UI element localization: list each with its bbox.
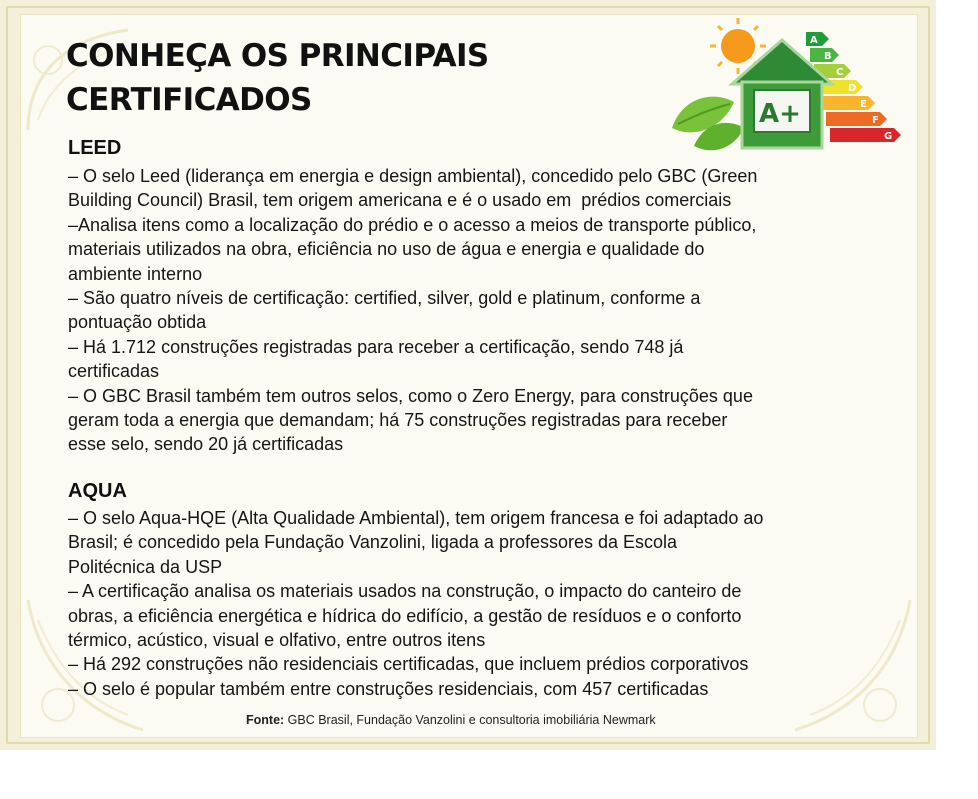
- aqua-line: obras, a eficiência energética e hídrica do edifício, a gestão de resíduos e o conforto: [68, 605, 742, 626]
- aqua-line: – A certificação analisa os materiais usados na construção, o impacto do canteiro de: [68, 581, 742, 602]
- grade-g: G: [884, 131, 893, 142]
- leed-line: – Há 1.712 construções registradas para receber a certificação, sendo 748 já: [68, 336, 684, 357]
- aqua-body: [68, 506, 868, 701]
- source-label: Fonte:: [246, 713, 285, 727]
- source-credit: [246, 713, 656, 727]
- leed-line: – O selo Leed (liderança em energia e design ambiental), concedido pelo GBC (Green: [68, 166, 758, 186]
- energy-efficiency-badge-icon: [664, 10, 910, 160]
- leed-line: – O GBC Brasil também tem outros selos, como o Zero Energy, para construções que: [68, 385, 753, 406]
- leed-line: Building Council) Brasil, tem origem americana e é o usado em prédios comerciais: [68, 190, 732, 211]
- grade-f: F: [872, 115, 879, 126]
- leed-line: esse selo, sendo 20 já certificadas: [68, 434, 344, 455]
- page-title: [66, 34, 489, 122]
- leaf-icon: [672, 97, 744, 151]
- leed-body: [68, 164, 868, 457]
- grade-e: E: [860, 99, 867, 110]
- leed-line: pontuação obtida: [68, 312, 207, 333]
- title-line-1: CONHEÇA OS PRINCIPAIS: [66, 38, 489, 74]
- grade-b: B: [824, 51, 832, 62]
- grade-a: A: [810, 35, 818, 46]
- grade-c: C: [836, 67, 844, 78]
- leed-line: geram toda a energia que demandam; há 75 construções registradas para receber: [68, 410, 728, 431]
- leed-heading: LEED: [68, 137, 122, 159]
- source-text: GBC Brasil, Fundação Vanzolini e consultoria imobiliária Newmark: [284, 713, 656, 727]
- leed-line: materiais utilizados na obra, eficiência no uso de água e energia e qualidade do: [68, 239, 705, 260]
- leed-line: – São quatro níveis de certificação: certified, silver, gold e platinum, conforme a: [68, 288, 701, 309]
- aqua-line: – Há 292 construções não residenciais certificadas, que incluem prédios corporativos: [68, 654, 749, 675]
- leed-line: –Analisa itens como a localização do prédio e o acesso a meios de transporte público,: [68, 214, 757, 235]
- aqua-line: térmico, acústico, visual e olfativo, entre outros itens: [68, 630, 486, 651]
- house-rating-label: A+: [759, 99, 801, 129]
- aqua-line: Politécnica da USP: [68, 556, 223, 577]
- aqua-heading: AQUA: [68, 480, 127, 502]
- aqua-line: – O selo é popular também entre construções residenciais, com 457 certificadas: [68, 678, 709, 699]
- title-line-2: CERTIFICADOS: [66, 82, 312, 118]
- leed-line: certificadas: [68, 361, 160, 382]
- grade-d: D: [848, 83, 857, 94]
- aqua-line: – O selo Aqua-HQE (Alta Qualidade Ambiental), tem origem francesa e foi adaptado ao: [68, 508, 764, 528]
- aqua-line: Brasil; é concedido pela Fundação Vanzolini, ligada a professores da Escola: [68, 532, 678, 553]
- leed-line: ambiente interno: [68, 263, 203, 284]
